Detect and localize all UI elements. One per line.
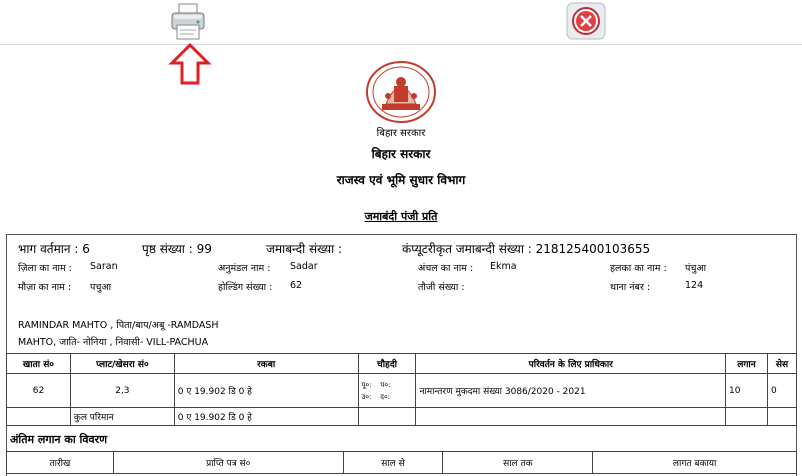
print-button[interactable] (166, 2, 210, 42)
mauja-label: मौज़ा का नाम : (18, 282, 72, 293)
cell-plot: 2,3 (70, 374, 174, 408)
lagan-col-receipt: प्राप्ति पत्र सं० (113, 452, 343, 474)
cell-ses: 0 (767, 374, 796, 408)
anchal-label: अंचल का नाम : (418, 263, 474, 274)
cell-lagan: 10 (726, 374, 768, 408)
col-header-plot: प्लाट/खेसरा सं० (70, 354, 174, 374)
halka-value: पंचुआ (685, 263, 707, 274)
cell-empty (7, 408, 71, 426)
col-header-ses: सेस (767, 354, 796, 374)
lagan-col-to-year: साल तक (443, 452, 593, 474)
cell-khata: 62 (7, 374, 71, 408)
cell-total-rakba: 0 ए 19.902 डि 0 हे (174, 408, 358, 426)
thana-label: थाना नंबर : (610, 282, 651, 293)
cell-chauhadi (358, 374, 416, 408)
cell-empty (416, 408, 726, 426)
chauhadi-north: उ०: (361, 392, 372, 401)
cell-rakba: 0 ए 19.902 डि 0 हे (174, 374, 358, 408)
table-header-row (7, 354, 797, 374)
mauja-value: पचुआ (90, 282, 112, 293)
lagan-col-date: तारीख (7, 452, 114, 474)
header-title-govt: बिहार सरकार (371, 147, 431, 161)
jamabandi-table (6, 353, 797, 426)
chauhadi-south: द०: (380, 392, 390, 401)
lagan-table (6, 451, 797, 474)
bihar-emblem-icon (364, 60, 438, 124)
emblem-caption: बिहार सरकार (376, 128, 426, 139)
col-header-rakba: रकबा (174, 354, 358, 374)
prishth-field: पृष्ठ संख्या : 99 (142, 242, 212, 256)
thana-value: 124 (685, 280, 704, 291)
tauzi-label: तौजी संख्या : (418, 282, 465, 293)
close-circle-icon (566, 2, 606, 40)
halka-label: हलका का नाम : (610, 263, 667, 274)
zila-label: ज़िला का नाम : (18, 263, 72, 274)
lagan-section-title: अंतिम लगान का विवरण (10, 433, 108, 446)
cell-total-label: कुल परिमान (70, 408, 174, 426)
jamabandi-field: जमाबन्दी संख्या : (266, 242, 343, 256)
page-title: जमाबंदी पंजी प्रति (364, 210, 438, 223)
holding-label: होल्डिंग संख्या : (218, 282, 273, 293)
cell-empty (726, 408, 768, 426)
cell-pradhikar: नामान्तरण मुकदमा संख्या 3086/2020 - 2021 (416, 374, 726, 408)
toolbar (0, 0, 802, 45)
col-header-lagan: लगान (726, 354, 768, 374)
document-header (0, 60, 802, 224)
col-header-pradhikar: परिवर्तन के लिए प्राधिकार (416, 354, 726, 374)
anumandal-label: अनुमंडल नाम : (218, 263, 271, 274)
chauhadi-west: प०: (380, 380, 391, 389)
cell-empty (358, 408, 416, 426)
lagan-col-due: लागत बकाया (593, 452, 797, 474)
printer-icon (166, 2, 210, 42)
lagan-col-from-year: साल से (343, 452, 443, 474)
col-header-chauhadi: चौहदी (358, 354, 416, 374)
anumandal-value: Sadar (290, 261, 318, 272)
bhag-field: भाग वर्तमान : 6 (18, 242, 90, 256)
cell-empty (767, 408, 796, 426)
zila-value: Saran (90, 261, 118, 272)
computer-jamabandi-field: कंप्यूटरीकृत जमाबन्दी संख्या : 218125400103655 (402, 242, 651, 256)
anchal-value: Ekma (490, 261, 517, 272)
holder-line-2: MAHTO, जाति- नोनिया , निवासी- VILL-PACHUA (18, 337, 209, 348)
close-button[interactable] (566, 2, 606, 40)
header-title-dept: राजस्व एवं भूमि सुधार विभाग (336, 173, 466, 187)
lagan-header-row (7, 452, 797, 474)
table-row (7, 374, 797, 408)
col-header-khata: खाता सं० (7, 354, 71, 374)
holder-line-1: RAMINDAR MAHTO , पिता/बाप/अबू -RAMDASH (18, 320, 219, 331)
holding-value: 62 (290, 280, 303, 291)
table-total-row (7, 408, 797, 426)
chauhadi-east: पू०: (361, 380, 372, 389)
